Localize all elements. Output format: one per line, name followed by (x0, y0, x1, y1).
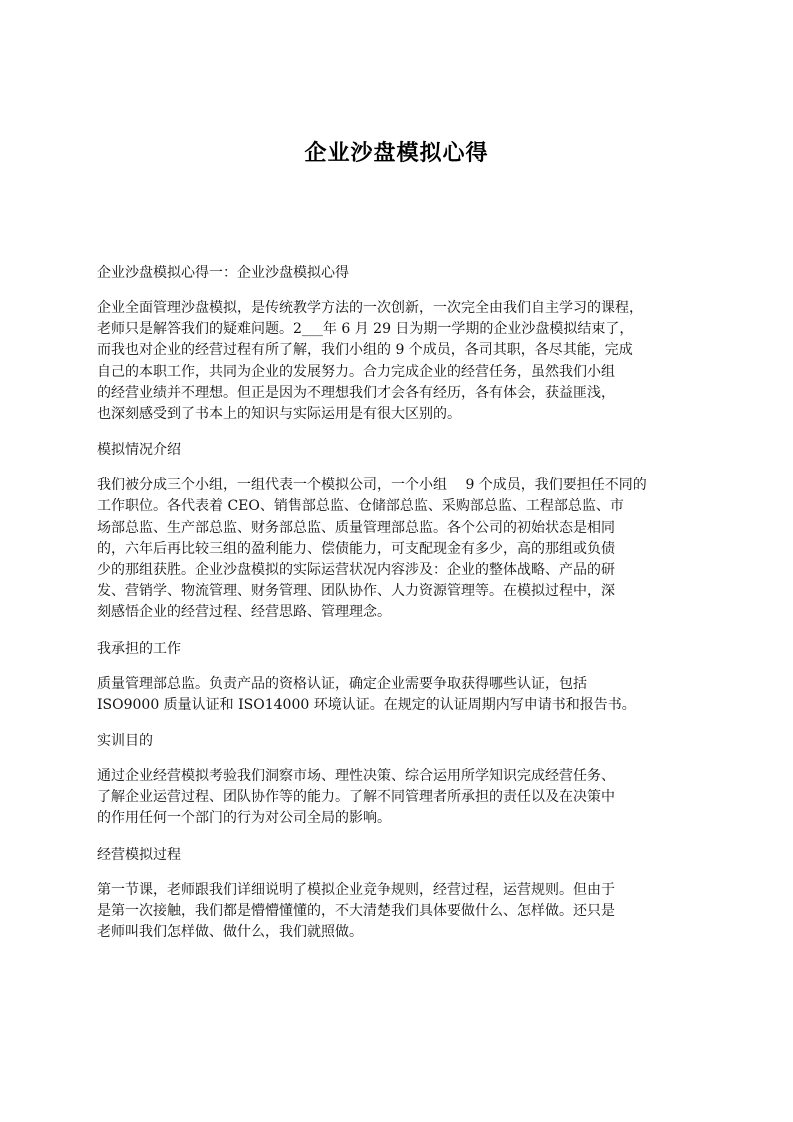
section-paragraph (97, 766, 717, 830)
paragraph-line: 我们被分成三个小组，一组代表一个模拟公司，一个小组 9 个成员，我们要担任不同的 (97, 477, 647, 494)
paragraph-line: 少的那组获胜。企业沙盘模拟的实际运营状况内容涉及：企业的整体战略、产品的研 (97, 562, 615, 579)
section-paragraph (97, 674, 717, 716)
section-heading: 实训目的 (97, 733, 153, 750)
paragraph-line: 质量管理部总监。负责产品的资格认证，确定企业需要争取获得哪些认证，包括 (97, 675, 587, 692)
paragraph-line: 的经营业绩并不理想。但正是因为不理想我们才会各有经历，各有体会，获益匪浅， (97, 384, 615, 401)
paragraph-line: 了解企业运营过程、团队协作等的能力。了解不同管理者所承担的责任以及在决策中 (97, 789, 615, 806)
paragraph-line: 的，六年后再比较三组的盈利能力、偿债能力，可支配现金有多少，高的那组或负债 (97, 540, 615, 557)
paragraph-line: 发、营销学、物流管理、财务管理、团队协作、人力资源管理等。在模拟过程中，深 (97, 583, 615, 600)
paragraph-line: 刻感悟企业的经营过程、经营思路、管理理念。 (97, 604, 391, 621)
document-body (97, 262, 717, 943)
paragraph-line: 老师叫我们怎样做、做什么，我们就照做。 (97, 924, 363, 941)
paragraph-line: 的作用任何一个部门的行为对公司全局的影响。 (97, 810, 391, 827)
paragraph-line: 企业全面管理沙盘模拟，是传统教学方法的一次创新，一次完全由我们自主学习的课程， (97, 300, 643, 316)
document-title: 企业沙盘模拟心得 (304, 141, 489, 166)
paragraph-line: 老师只是解答我们的疑难问题。2___年 6 月 29 日为期一学期的企业沙盘模拟结束了， (97, 321, 634, 338)
section-paragraph (97, 880, 717, 944)
paragraph-line: 自己的本职工作，共同为企业的发展努力。合力完成企业的经营任务，虽然我们小组 (97, 363, 615, 380)
section-paragraph (97, 475, 717, 623)
section-heading: 经营模拟过程 (97, 846, 181, 863)
paragraph-line: 是第一次接触，我们都是懵懵懂懂的，不大清楚我们具体要做什么、怎样做。还只是 (97, 902, 615, 919)
paragraph-line: 也深刻感受到了书本上的知识与实际运用是有很大区别的。 (97, 406, 461, 423)
section-heading: 我承担的工作 (97, 640, 181, 657)
section-heading: 模拟情况介绍 (97, 442, 181, 459)
paragraph-line: ISO9000 质量认证和 ISO14000 环境认证。在规定的认证周期内写申请书和报告书。 (97, 696, 636, 713)
paragraph-line: 场部总监、生产部总监、财务部总监、质量管理部总监。各个公司的初始状态是相同 (97, 519, 615, 536)
section-paragraph (97, 298, 717, 425)
section-heading: 企业沙盘模拟心得一：企业沙盘模拟心得 (97, 265, 349, 281)
paragraph-line: 而我也对企业的经营过程有所了解，我们小组的 9 个成员，各司其职，各尽其能，完成 (97, 342, 633, 359)
paragraph-line: 通过企业经营模拟考验我们洞察市场、理性决策、综合运用所学知识完成经营任务、 (97, 768, 615, 785)
paragraph-line: 第一节课，老师跟我们详细说明了模拟企业竞争规则，经营过程，运营规则。但由于 (97, 881, 615, 898)
paragraph-line: 工作职位。各代表着 CEO、销售部总监、仓储部总监、采购部总监、工程部总监、市 (97, 498, 624, 515)
